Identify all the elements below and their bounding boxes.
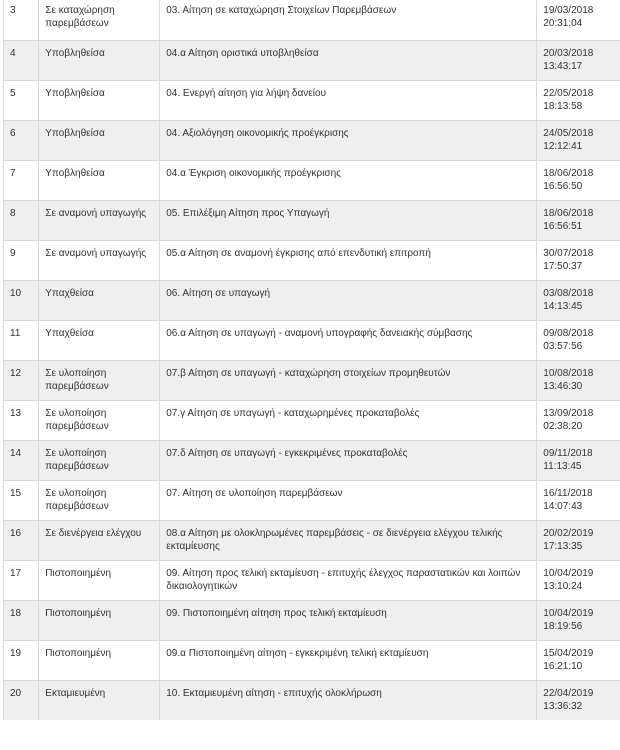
- status-cell: Σε αναμονή υπαγωγής: [39, 201, 160, 241]
- row-number-cell: 6: [4, 121, 39, 161]
- step-description-cell: 07.γ Αίτηση σε υπαγωγή - καταχωρημένες προκαταβολές: [160, 401, 537, 441]
- timestamp-time: 11:13:45: [543, 461, 582, 472]
- row-number-cell: 4: [4, 41, 39, 81]
- status-cell: Σε υλοποίηση παρεμβάσεων: [39, 481, 160, 521]
- timestamp-cell: [537, 321, 620, 361]
- status-cell: Σε υλοποίηση παρεμβάσεων: [39, 361, 160, 401]
- row-number-cell: 5: [4, 81, 39, 121]
- timestamp-date: 20/02/2019: [543, 528, 594, 539]
- timestamp-time: 02:38:20: [543, 421, 583, 432]
- timestamp-date: 19/03/2018: [543, 5, 594, 16]
- step-description-cell: 03. Αίτηση σε καταχώρηση Στοιχείων Παρεμβάσεων: [160, 0, 537, 41]
- row-number-cell: 20: [4, 681, 39, 721]
- table-row: [4, 521, 620, 561]
- step-description-cell: 08.α Αίτηση με ολοκληρωμένες παρεμβάσεις - σε διενέργεια ελέγχου τελικής εκταμίευσης: [160, 521, 537, 561]
- timestamp-cell: [537, 201, 620, 241]
- timestamp-time: 12:12:41: [543, 141, 583, 152]
- timestamp-cell: [537, 441, 620, 481]
- step-description-cell: 07.δ Αίτηση σε υπαγωγή - εγκεκριμένες προκαταβολές: [160, 441, 537, 481]
- timestamp-date: 10/08/2018: [543, 368, 594, 379]
- timestamp-cell: [537, 401, 620, 441]
- timestamp-date: 10/04/2019: [543, 568, 594, 579]
- table-row: [4, 641, 620, 681]
- timestamp-time: 18:19:56: [543, 621, 583, 632]
- timestamp-date: 13/09/2018: [543, 408, 594, 419]
- table-row: [4, 321, 620, 361]
- timestamp-cell: [537, 561, 620, 601]
- timestamp-time: 17:13:35: [543, 541, 583, 552]
- step-description-cell: 06. Αίτηση σε υπαγωγή: [160, 281, 537, 321]
- timestamp-cell: [537, 681, 620, 721]
- status-cell: Υπαχθείσα: [39, 281, 160, 321]
- status-cell: Σε καταχώρηση παρεμβάσεων: [39, 0, 160, 41]
- timestamp-time: 17:50:37: [543, 261, 583, 272]
- row-number-cell: 11: [4, 321, 39, 361]
- timestamp-cell: [537, 361, 620, 401]
- table-row: [4, 361, 620, 401]
- step-description-cell: 05. Επιλέξιμη Αίτηση προς Υπαγωγή: [160, 201, 537, 241]
- table-row: [4, 561, 620, 601]
- timestamp-time: 14:13:45: [543, 301, 583, 312]
- timestamp-cell: [537, 241, 620, 281]
- timestamp-date: 10/04/2019: [543, 608, 594, 619]
- timestamp-cell: [537, 0, 620, 41]
- step-description-cell: 09. Πιστοποιημένη αίτηση προς τελική εκταμίευση: [160, 601, 537, 641]
- row-number-cell: 8: [4, 201, 39, 241]
- timestamp-date: 03/08/2018: [543, 288, 594, 299]
- step-description-cell: 05.α Αίτηση σε αναμονή έγκρισης από επενδυτική επιτροπή: [160, 241, 537, 281]
- table-row: [4, 681, 620, 721]
- timestamp-date: 09/11/2018: [543, 448, 593, 459]
- table-row: [4, 441, 620, 481]
- row-number-cell: 3: [4, 0, 39, 41]
- timestamp-date: 09/08/2018: [543, 328, 594, 339]
- timestamp-cell: [537, 121, 620, 161]
- page-bottom-space: [0, 720, 620, 750]
- timestamp-cell: [537, 601, 620, 641]
- timestamp-time: 13:36:32: [543, 701, 583, 712]
- timestamp-cell: [537, 481, 620, 521]
- timestamp-date: 30/07/2018: [543, 248, 594, 259]
- step-description-cell: 07.β Αίτηση σε υπαγωγή - καταχώρηση στοιχείων προμηθευτών: [160, 361, 537, 401]
- step-description-cell: 06.α Αίτηση σε υπαγωγή - αναμονή υπογραφής δανειακής σύμβασης: [160, 321, 537, 361]
- timestamp-time: 16:21:10: [543, 661, 583, 672]
- table-row: [4, 161, 620, 201]
- timestamp-time: 13:43:17: [543, 61, 583, 72]
- timestamp-time: 14:07:43: [543, 501, 583, 512]
- status-cell: Σε υλοποίηση παρεμβάσεων: [39, 441, 160, 481]
- table-row: [4, 201, 620, 241]
- step-description-cell: 04.α Έγκριση οικονομικής προέγκρισης: [160, 161, 537, 201]
- table-row: [4, 41, 620, 81]
- table-row: [4, 121, 620, 161]
- table-row: [4, 81, 620, 121]
- timestamp-time: 20:31:04: [543, 18, 583, 29]
- table-row: [4, 0, 620, 41]
- status-cell: Πιστοποιημένη: [39, 641, 160, 681]
- row-number-cell: 17: [4, 561, 39, 601]
- status-history-body: [4, 0, 620, 721]
- row-number-cell: 12: [4, 361, 39, 401]
- timestamp-cell: [537, 161, 620, 201]
- timestamp-cell: [537, 641, 620, 681]
- step-description-cell: 10. Εκταμιευμένη αίτηση - επιτυχής ολοκλήρωση: [160, 681, 537, 721]
- row-number-cell: 9: [4, 241, 39, 281]
- timestamp-date: 18/06/2018: [543, 208, 594, 219]
- timestamp-time: 13:46:30: [543, 381, 583, 392]
- timestamp-date: 15/04/2019: [543, 648, 594, 659]
- status-cell: Υποβληθείσα: [39, 161, 160, 201]
- timestamp-time: 18:13:58: [543, 101, 583, 112]
- timestamp-date: 16/11/2018: [543, 488, 593, 499]
- table-row: [4, 481, 620, 521]
- row-number-cell: 14: [4, 441, 39, 481]
- table-row: [4, 601, 620, 641]
- status-cell: Υποβληθείσα: [39, 41, 160, 81]
- status-cell: Υπαχθείσα: [39, 321, 160, 361]
- step-description-cell: 04. Ενεργή αίτηση για λήψη δανείου: [160, 81, 537, 121]
- status-cell: Υποβληθείσα: [39, 81, 160, 121]
- step-description-cell: 09.α Πιστοποιημένη αίτηση - εγκεκριμένη τελική εκταμίευση: [160, 641, 537, 681]
- status-cell: Σε αναμονή υπαγωγής: [39, 241, 160, 281]
- timestamp-date: 22/04/2019: [543, 688, 594, 699]
- status-cell: Πιστοποιημένη: [39, 601, 160, 641]
- row-number-cell: 18: [4, 601, 39, 641]
- timestamp-time: 16:56:50: [543, 181, 583, 192]
- timestamp-date: 22/05/2018: [543, 88, 594, 99]
- timestamp-time: 03:57:56: [543, 341, 583, 352]
- row-number-cell: 19: [4, 641, 39, 681]
- status-cell: Σε διενέργεια ελέγχου: [39, 521, 160, 561]
- status-history-table: [3, 0, 620, 721]
- timestamp-cell: [537, 41, 620, 81]
- step-description-cell: 04. Αξιολόγηση οικονομικής προέγκρισης: [160, 121, 537, 161]
- timestamp-time: 16:56:51: [543, 221, 583, 232]
- status-cell: Εκταμιευμένη: [39, 681, 160, 721]
- table-row: [4, 241, 620, 281]
- step-description-cell: 04.α Αίτηση οριστικά υποβληθείσα: [160, 41, 537, 81]
- timestamp-cell: [537, 281, 620, 321]
- timestamp-cell: [537, 81, 620, 121]
- step-description-cell: 07. Αίτηση σε υλοποίηση παρεμβάσεων: [160, 481, 537, 521]
- step-description-cell: 09. Αίτηση προς τελική εκταμίευση - επιτυχής έλεγχος παραστατικών και λοιπών δικαιολογητικών: [160, 561, 537, 601]
- row-number-cell: 16: [4, 521, 39, 561]
- row-number-cell: 7: [4, 161, 39, 201]
- timestamp-cell: [537, 521, 620, 561]
- timestamp-time: 13:10:24: [543, 581, 583, 592]
- row-number-cell: 13: [4, 401, 39, 441]
- status-cell: Πιστοποιημένη: [39, 561, 160, 601]
- table-row: [4, 281, 620, 321]
- timestamp-date: 20/03/2018: [543, 48, 594, 59]
- row-number-cell: 15: [4, 481, 39, 521]
- timestamp-date: 24/05/2018: [543, 128, 594, 139]
- timestamp-date: 18/06/2018: [543, 168, 594, 179]
- status-cell: Υποβληθείσα: [39, 121, 160, 161]
- table-row: [4, 401, 620, 441]
- row-number-cell: 10: [4, 281, 39, 321]
- status-cell: Σε υλοποίηση παρεμβάσεων: [39, 401, 160, 441]
